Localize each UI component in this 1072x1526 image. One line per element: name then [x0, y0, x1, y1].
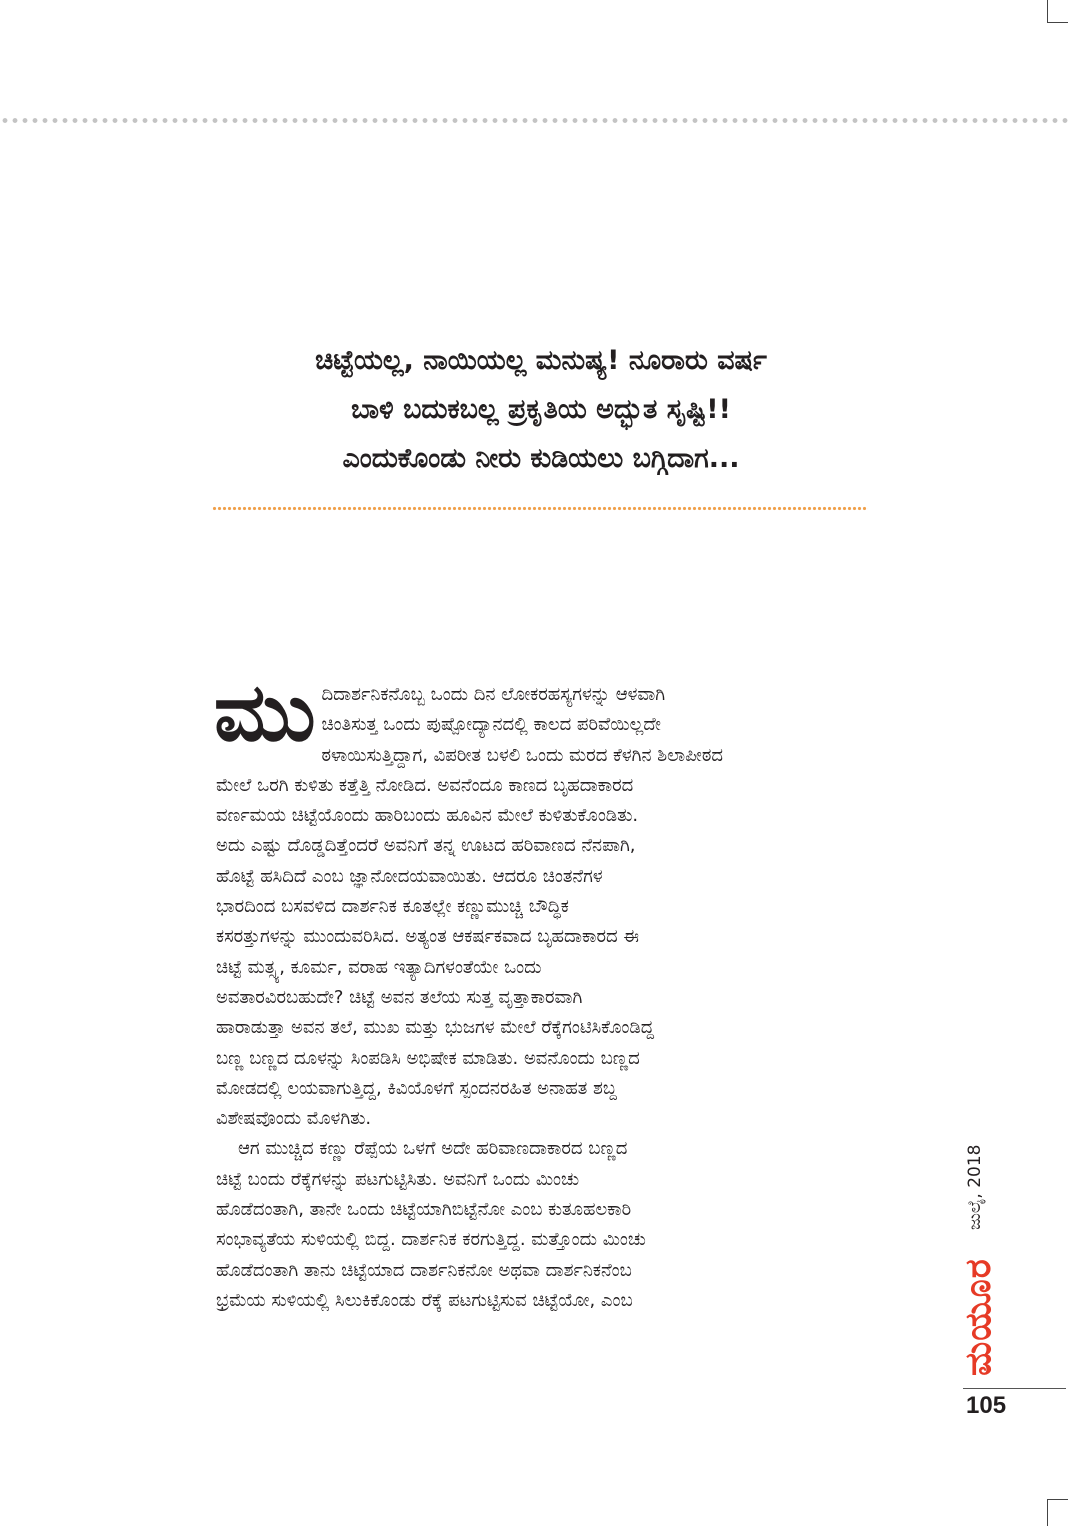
article-line: ಭಾರದಿಂದ ಬಸವಳಿದ ದಾರ್ಶನಿಕ ಕೂತಲ್ಲೇ ಕಣ್ಣುಮುಚ್ಚಿ ಬೌದ್ಧಿಕ [216, 896, 569, 918]
crop-mark-bottom-right [1047, 1499, 1068, 1526]
article-line: ದಿದಾರ್ಶನಿಕನೊಬ್ಬ ಒಂದು ದಿನ ಲೋಕರಹಸ್ಯಗಳನ್ನು ಆಳವಾಗಿ [321, 684, 666, 705]
magazine-logo: ಮಯೂರ [958, 1258, 999, 1376]
issue-date: ಜುಲೈ, 2018 [965, 1144, 985, 1230]
article-line: ಹೊಟ್ಟೆ ಹಸಿದಿದೆ ಎಂಬ ಜ್ಞಾನೋದಯವಾಯಿತು. ಆದರೂ ಚಿಂತನೆಗಳ [216, 865, 603, 887]
article-line: ಕಸರತ್ತುಗಳನ್ನು ಮುಂದುವರಿಸಿದ. ಅತ್ಯಂತ ಆಕರ್ಷಕವಾದ ಬೃಹದಾಕಾರದ ಈ [216, 926, 639, 948]
drop-cap: ಮು [214, 666, 316, 759]
pull-quote [195, 336, 887, 483]
article-line: ಸಂಭಾವ್ಯತೆಯ ಸುಳಿಯಲ್ಲಿ ಬಿದ್ದ. ದಾರ್ಶನಿಕ ಕರಗುತ್ತಿದ್ದ. ಮತ್ತೊಂದು ಮಿಂಚು [216, 1229, 646, 1251]
folio-rule [963, 1388, 1066, 1389]
crop-mark-top-right [1047, 0, 1068, 23]
article-line: ಚಿಂತಿಸುತ್ತ ಒಂದು ಪುಷ್ಪೋದ್ಯಾನದಲ್ಲಿ ಕಾಲದ ಪರಿವೆಯಿಲ್ಲದೇ [321, 714, 661, 736]
top-dotted-rule [0, 117, 1072, 124]
article-line: ಭ್ರಮೆಯ ಸುಳಿಯಲ್ಲಿ ಸಿಲುಕಿಕೊಂಡು ರೆಕ್ಕೆ ಪಟಗುಟ್ಟಿಸುವ ಚಿಟ್ಟೆಯೋ, ಎಂಬ [216, 1289, 633, 1311]
article-line: ಹೊಡೆದಂತಾಗಿ, ತಾನೇ ಒಂದು ಚಿಟ್ಟೆಯಾಗಿಬಿಟ್ಟೆನೋ ಎಂಬ ಕುತೂಹಲಕಾರಿ [216, 1199, 632, 1221]
orange-dotted-rule [212, 506, 868, 511]
article-line: ವರ್ಣಮಯ ಚಿಟ್ಟೆಯೊಂದು ಹಾರಿಬಂದು ಹೂವಿನ ಮೇಲೆ ಕುಳಿತುಕೊಂಡಿತು. [216, 805, 639, 827]
pull-quote-line: ಎಂದುಕೊಂಡು ನೀರು ಕುಡಿಯಲು ಬಗ್ಗಿದಾಗ... [342, 443, 740, 474]
article-line: ಮೋಡದಲ್ಲಿ ಲಯವಾಗುತ್ತಿದ್ದ, ಕಿವಿಯೊಳಗೆ ಸ್ಪಂದನರಹಿತ ಅನಾಹತ ಶಬ್ದ [216, 1077, 617, 1099]
pull-quote-line: ಬಾಳಿ ಬದುಕಬಲ್ಲ ಪ್ರಕೃತಿಯ ಅದ್ಭುತ ಸೃಷ್ಟಿ!! [351, 394, 731, 425]
article-line: ಹಾರಾಡುತ್ತಾ ಅವನ ತಲೆ, ಮುಖ ಮತ್ತು ಭುಜಗಳ ಮೇಲೆ ರೆಕ್ಕೆಗಂಟಿಸಿಕೊಂಡಿದ್ದ [216, 1017, 655, 1039]
article-line: ಅದು ಎಷ್ಟು ದೊಡ್ಡದಿತ್ತೆಂದರೆ ಅವನಿಗೆ ತನ್ನ ಊಟದ ಹರಿವಾಣದ ನೆನಪಾಗಿ, [216, 835, 636, 857]
article-line: ವಿಶೇಷವೊಂದು ಮೊಳಗಿತು. [216, 1108, 372, 1130]
article-line: ಬಣ್ಣ ಬಣ್ಣದ ದೂಳನ್ನು ಸಿಂಪಡಿಸಿ ಅಭಿಷೇಕ ಮಾಡಿತು. ಅವನೊಂದು ಬಣ್ಣದ [216, 1047, 640, 1069]
article-line: ಆಗ ಮುಚ್ಚಿದ ಕಣ್ಣು ರೆಪ್ಪೆಯ ಒಳಗೆ ಅದೇ ಹರಿವಾಣದಾಕಾರದ ಬಣ್ಣದ [238, 1138, 628, 1160]
article-line: ಮೇಲೆ ಒರಗಿ ಕುಳಿತು ಕತ್ತೆತ್ತಿ ನೋಡಿದ. ಅವನೆಂದೂ ಕಾಣದ ಬೃಹದಾಕಾರದ [216, 774, 634, 796]
article-line: ಠಳಾಯಿಸುತ್ತಿದ್ದಾಗ, ವಿಪರೀತ ಬಳಲಿ ಒಂದು ಮರದ ಕೆಳಗಿನ ಶಿಲಾಪೀಠದ [321, 744, 723, 766]
article-body [214, 666, 884, 1316]
article-line: ಚಿಟ್ಟೆ ಬಂದು ರೆಕ್ಕೆಗಳನ್ನು ಪಟಗುಟ್ಟಿಸಿತು. ಅವನಿಗೆ ಒಂದು ಮಿಂಚು [216, 1168, 580, 1190]
page-number: 105 [966, 1392, 1007, 1419]
article-line: ಹೊಡೆದಂತಾಗಿ ತಾನು ಚಿಟ್ಟೆಯಾದ ದಾರ್ಶನಿಕನೋ ಅಥವಾ ದಾರ್ಶನಿಕನೆಂಬ [216, 1259, 632, 1281]
article-line: ಚಿಟ್ಟೆ ಮತ್ಸ್ಯ, ಕೂರ್ಮ, ವರಾಹ ಇತ್ಯಾದಿಗಳಂತೆಯೇ ಒಂದು [216, 956, 542, 978]
pull-quote-line: ಚಿಟ್ಟೆಯಲ್ಲ, ನಾಯಿಯಲ್ಲ ಮನುಷ್ಯ! ನೂರಾರು ವರ್ಷ [315, 345, 767, 376]
article-line: ಅವತಾರವಿರಬಹುದೇ? ಚಿಟ್ಟೆ ಅವನ ತಲೆಯ ಸುತ್ತ ವೃತ್ತಾಕಾರವಾಗಿ [216, 986, 583, 1008]
